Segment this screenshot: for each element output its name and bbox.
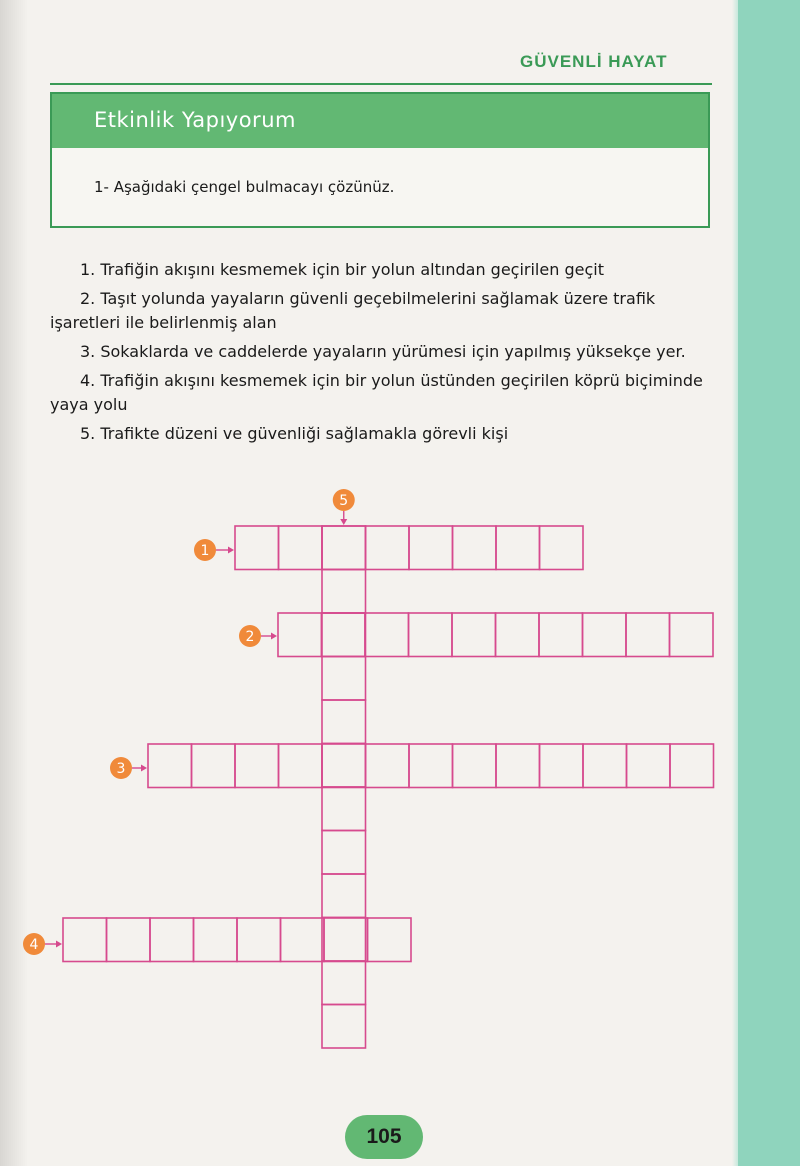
clue-3: 3. Sokaklarda ve caddelerde yayaların yürümesi için yapılmış yüksekçe yer. bbox=[80, 342, 686, 361]
crossword-cell[interactable] bbox=[322, 570, 366, 614]
crossword-cell[interactable] bbox=[540, 744, 584, 788]
page-number-badge bbox=[345, 1115, 423, 1159]
clue-number: 5 bbox=[339, 493, 349, 509]
crossword-cell[interactable] bbox=[322, 526, 366, 570]
crossword-cell[interactable] bbox=[322, 744, 366, 788]
crossword-cell[interactable] bbox=[322, 613, 366, 657]
crossword-cell[interactable] bbox=[322, 874, 366, 918]
crossword-cell[interactable] bbox=[322, 526, 366, 570]
crossword-cell[interactable] bbox=[453, 744, 497, 788]
crossword-cell[interactable] bbox=[322, 613, 366, 657]
crossword-cell[interactable] bbox=[322, 961, 366, 1005]
crossword-cell[interactable] bbox=[583, 744, 627, 788]
crossword-cell[interactable] bbox=[496, 613, 540, 657]
crossword-cell[interactable] bbox=[322, 831, 366, 875]
crossword-cell[interactable] bbox=[583, 613, 627, 657]
crossword-cell[interactable] bbox=[322, 744, 366, 788]
crossword-cell[interactable] bbox=[539, 613, 583, 657]
crossword-cell[interactable] bbox=[452, 613, 496, 657]
crossword-cell[interactable] bbox=[235, 526, 279, 570]
crossword-cell[interactable] bbox=[194, 918, 238, 962]
clue-2: 2. Taşıt yolunda yayaların güvenli geçebilmelerini sağlamak üzere trafik işaretleri ile belirlenmiş alan bbox=[50, 289, 656, 332]
crossword-cell[interactable] bbox=[670, 744, 714, 788]
crossword-cell[interactable] bbox=[322, 918, 366, 962]
clue-arrowhead bbox=[340, 519, 347, 525]
crossword-cell[interactable] bbox=[496, 526, 540, 570]
crossword-cell[interactable] bbox=[107, 918, 151, 962]
crossword-cell[interactable] bbox=[281, 918, 325, 962]
entry-5-down bbox=[322, 489, 366, 1048]
crossword-cell[interactable] bbox=[322, 700, 366, 744]
crossword-cell[interactable] bbox=[235, 744, 279, 788]
crossword-cell[interactable] bbox=[540, 526, 584, 570]
crossword-cell[interactable] bbox=[496, 744, 540, 788]
crossword-cell[interactable] bbox=[322, 1005, 366, 1049]
crossword-cell[interactable] bbox=[324, 918, 368, 962]
clue-number: 2 bbox=[245, 629, 255, 645]
crossword-cell[interactable] bbox=[626, 613, 670, 657]
crossword-cell[interactable] bbox=[279, 744, 323, 788]
crossword-cell[interactable] bbox=[279, 526, 323, 570]
clue-arrowhead bbox=[271, 633, 277, 640]
crossword-cell[interactable] bbox=[670, 613, 714, 657]
crossword-cell[interactable] bbox=[278, 613, 322, 657]
crossword-cell[interactable] bbox=[453, 526, 497, 570]
crossword-cell[interactable] bbox=[322, 657, 366, 701]
clue-arrowhead bbox=[141, 765, 147, 772]
page-number: 105 bbox=[366, 1125, 402, 1148]
crossword-cell[interactable] bbox=[409, 744, 453, 788]
crossword-cell[interactable] bbox=[368, 918, 412, 962]
crossword-cell[interactable] bbox=[150, 918, 194, 962]
crossword-cell[interactable] bbox=[366, 526, 410, 570]
crossword-cell[interactable] bbox=[366, 744, 410, 788]
activity-title: Etkinlik Yapıyorum bbox=[94, 108, 296, 132]
clue-4: 4. Trafiğin akışını kesmemek için bir yolun üstünden geçirilen köprü biçiminde yaya yolu bbox=[50, 371, 703, 414]
clue-1: 1. Trafiğin akışını kesmemek için bir yolun altından geçirilen geçit bbox=[80, 260, 604, 279]
crossword-cell[interactable] bbox=[365, 613, 409, 657]
clue-number: 3 bbox=[116, 761, 126, 777]
crossword-cell[interactable] bbox=[148, 744, 192, 788]
entry-2-across bbox=[239, 613, 713, 657]
clue-number: 1 bbox=[200, 543, 210, 559]
entry-4-across bbox=[23, 918, 411, 962]
clue-number: 4 bbox=[29, 937, 39, 953]
section-title: GÜVENLİ HAYAT bbox=[520, 52, 668, 71]
crossword-cell[interactable] bbox=[322, 787, 366, 831]
clue-arrowhead bbox=[56, 941, 62, 948]
crossword-cell[interactable] bbox=[192, 744, 236, 788]
crossword-cell[interactable] bbox=[63, 918, 107, 962]
entry-3-across bbox=[110, 744, 714, 788]
crossword-cell[interactable] bbox=[409, 613, 453, 657]
activity-instruction: 1- Aşağıdaki çengel bulmacayı çözünüz. bbox=[94, 178, 395, 196]
clue-arrowhead bbox=[228, 547, 234, 554]
crossword-cell[interactable] bbox=[409, 526, 453, 570]
crossword-cell[interactable] bbox=[627, 744, 671, 788]
clue-5: 5. Trafikte düzeni ve güvenliği sağlamakla görevli kişi bbox=[80, 424, 509, 443]
crossword-cell[interactable] bbox=[237, 918, 281, 962]
entry-1-across bbox=[194, 526, 583, 570]
